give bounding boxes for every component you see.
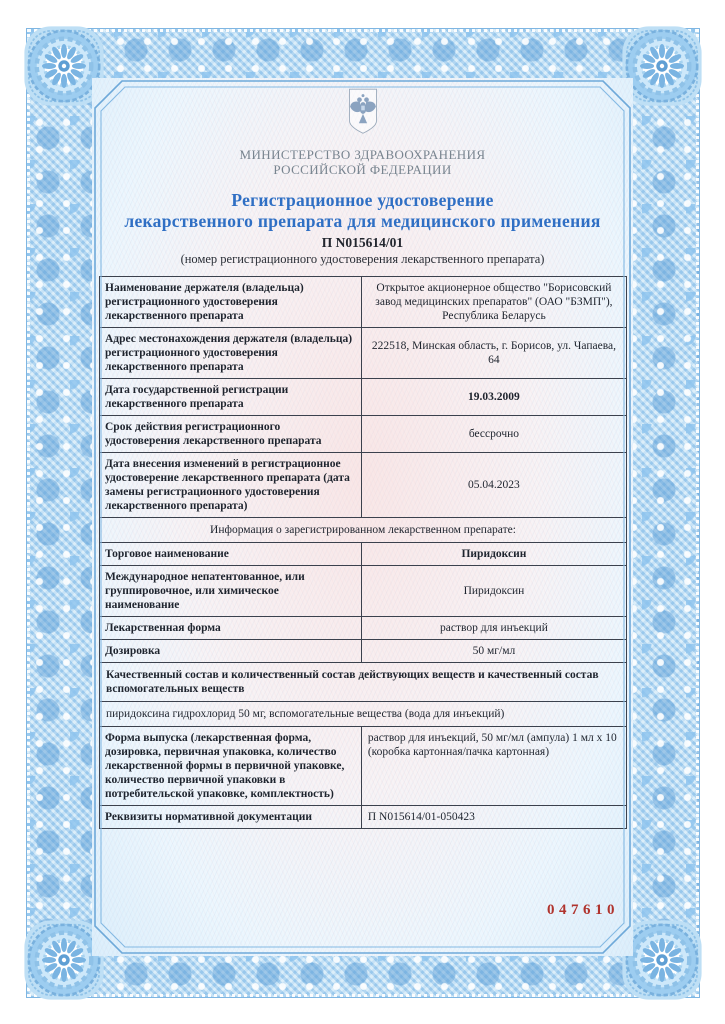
row-value: 05.04.2023 bbox=[468, 479, 520, 492]
row-label: Торговое наименование bbox=[100, 543, 362, 565]
registration-number: П N015614/01 bbox=[321, 235, 404, 250]
row-value: 50 мг/мл bbox=[472, 645, 516, 658]
ministry-name bbox=[92, 147, 633, 177]
registration-details-table bbox=[99, 276, 627, 829]
table-row bbox=[100, 415, 626, 452]
row-label: Срок действия регистрационного удостоверения лекарственного препарата bbox=[100, 416, 362, 452]
table-row bbox=[100, 378, 626, 415]
row-label: Реквизиты нормативной документации bbox=[100, 806, 362, 828]
row-value: раствор для инъекций bbox=[439, 622, 548, 635]
row-value: П N015614/01-050423 bbox=[367, 811, 475, 824]
row-value: 222518, Минская область, г. Борисов, ул. Чапаева, 64 bbox=[371, 340, 616, 367]
document-title bbox=[92, 190, 633, 232]
table-row bbox=[100, 616, 626, 639]
row-label: Дозировка bbox=[100, 640, 362, 662]
row-label: Адрес местонахождения держателя (владельца) регистрационного удостоверения лекарственного препарата bbox=[100, 328, 362, 378]
ministry-line2: РОССИЙСКОЙ ФЕДЕРАЦИИ bbox=[273, 162, 452, 177]
row-value: Открытое акционерное общество "Борисовский завод медицинских препаратов" (ОАО "БЗМП"), Республика Беларусь bbox=[375, 282, 613, 323]
row-label: Международное непатентованное, или группировочное, или химическое наименование bbox=[100, 566, 362, 616]
table-row bbox=[100, 277, 626, 327]
table-full-row: Качественный состав и количественный состав действующих веществ и качественный состав вспомогательных веществ bbox=[100, 662, 626, 701]
title-line1: Регистрационное удостоверение bbox=[231, 190, 494, 210]
row-value: 19.03.2009 bbox=[468, 391, 520, 404]
row-value: Пиридоксин bbox=[461, 548, 527, 561]
table-row bbox=[100, 726, 626, 805]
serial-number: 047610 bbox=[547, 902, 619, 918]
ministry-line1: МИНИСТЕРСТВО ЗДРАВООХРАНЕНИЯ bbox=[239, 147, 486, 162]
table-row bbox=[100, 805, 626, 828]
table-row bbox=[100, 452, 626, 517]
row-label: Дата внесения изменений в регистрационное удостоверение лекарственного препарата (дата замены регистрационного удостоверения лекарственного препарата) bbox=[100, 453, 362, 517]
row-label: Лекарственная форма bbox=[100, 617, 362, 639]
row-label: Наименование держателя (владельца) регистрационного удостоверения лекарственного препарата bbox=[100, 277, 362, 327]
table-row bbox=[100, 639, 626, 662]
row-label: Форма выпуска (лекарственная форма, дозировка, первичная упаковка, количество лекарственной формы в первичной упаковке, количество первичной упаковки в потребительской упаковке, комплектность) bbox=[100, 727, 362, 805]
registration-number-caption: (номер регистрационного удостоверения лекарственного препарата) bbox=[180, 252, 545, 266]
table-row bbox=[100, 565, 626, 616]
row-value: бессрочно bbox=[468, 428, 520, 441]
row-value: Пиридоксин bbox=[463, 585, 525, 598]
table-row bbox=[100, 542, 626, 565]
certificate-body bbox=[92, 78, 633, 956]
table-full-row: пиридоксина гидрохлорид 50 мг, вспомогательные вещества (вода для инъекций) bbox=[100, 701, 626, 726]
title-line2: лекарственного препарата для медицинского применения bbox=[124, 211, 601, 231]
row-label: Дата государственной регистрации лекарственного препарата bbox=[100, 379, 362, 415]
table-section-note: Информация о зарегистрированном лекарственном препарате: bbox=[100, 517, 626, 542]
coat-of-arms-icon bbox=[342, 88, 384, 135]
table-row bbox=[100, 327, 626, 378]
row-value: раствор для инъекций, 50 мг/мл (ампула) 1 мл х 10 (коробка картонная/пачка картонная) bbox=[367, 732, 617, 759]
